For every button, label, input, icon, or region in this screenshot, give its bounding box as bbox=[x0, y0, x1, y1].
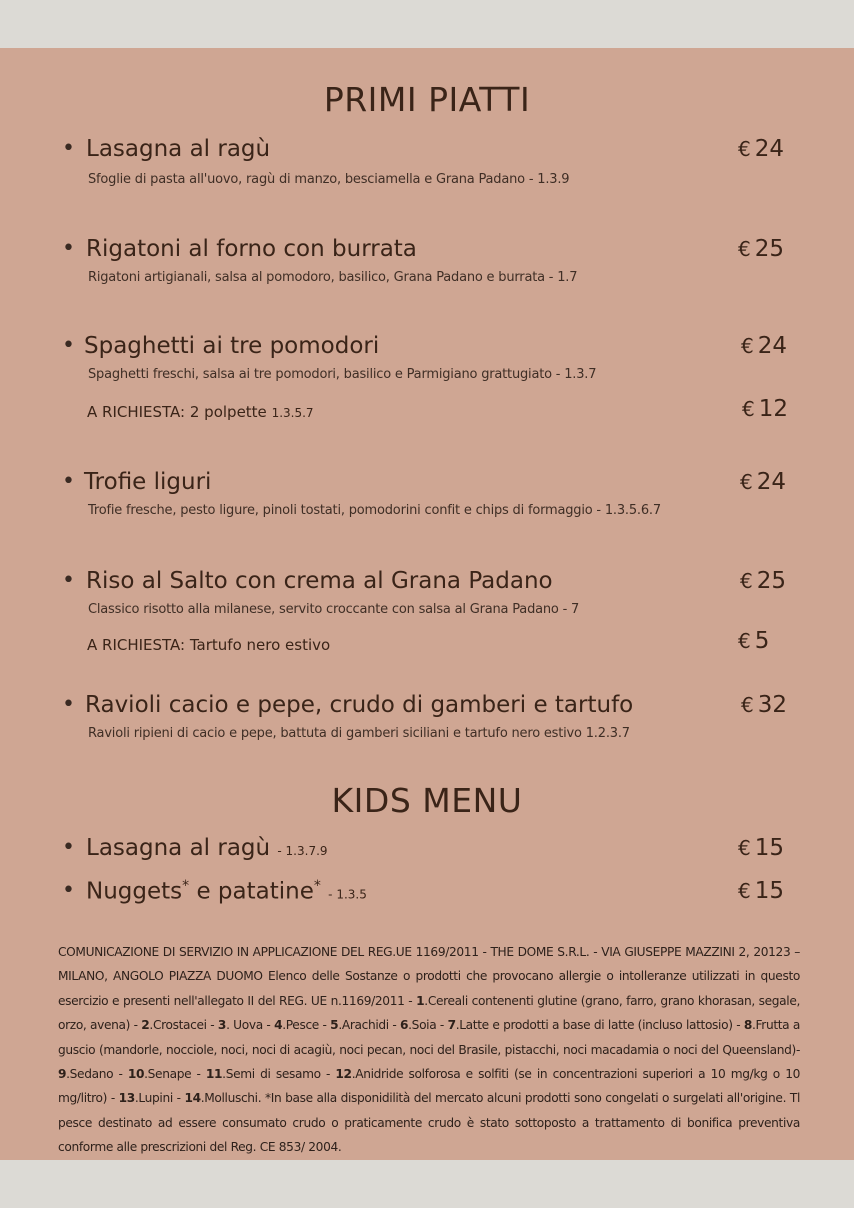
allergen-notice: COMUNICAZIONE DI SERVIZIO IN APPLICAZIONE DEL REG.UE 1169/2011 - THE DOME S.R.L. - VIA GIUSEPPE MAZZINI 2, 20123 – MILANO, ANGOLO PIAZZA DUOMO Elenco delle Sostanze o prodotti che provocano allergie o intolleranze utilizzati in questo esercizio e presenti nell'allegato II del REG. UE n.1169/2011 - 1.Cereali contenenti glutine (grano, farro, grano khorasan, segale, orzo, avena) - 2.Crostacei - 3. Uova - 4.Pesce - 5.Arachidi - 6.Soia - 7.Latte e prodotti a base di latte (incluso lattosio) - 8.Frutta a guscio (mandorle, nocciole, noci, noci di acagiù, noci pecan, noci del Brasile, pistacchi, noci macadamia o noci del Queensland)- 9.Sedano - 10.Senape - 11.Semi di sesamo - 12.Anidride solforosa e solfiti (se in concentrazioni superiori a 10 mg/kg o 10 mg/litro) - 13.Lupini - 14.Molluschi. *In base alla disponidilità del mercato alcuni prodotti sono congelati o surgelati all'origine. Tl pesce destinato ad essere consumato crudo o praticamente crudo è stato sottoposto a trattamento di bonifica preventiva conforme alle prescrizioni del Reg. CE 853/ 2004. bbox=[58, 945, 801, 1155]
currency-symbol: € bbox=[740, 569, 753, 593]
extra-price: € 5 bbox=[738, 628, 770, 654]
currency-symbol: € bbox=[740, 470, 753, 494]
dish-name: Lasagna al ragù - 1.3.7.9 bbox=[86, 835, 328, 861]
dish-price: € 25 bbox=[740, 568, 787, 594]
currency-symbol: € bbox=[741, 693, 754, 717]
bullet-icon bbox=[62, 335, 72, 345]
dish-name: Rigatoni al forno con burrata bbox=[86, 236, 417, 262]
dish-description: Trofie fresche, pesto ligure, pinoli tostati, pomodorini confit e chips di formaggio - 1.3.5.6.7 bbox=[88, 503, 661, 518]
currency-symbol: € bbox=[738, 836, 751, 860]
bullet-icon bbox=[62, 238, 72, 248]
dish-name: Trofie liguri bbox=[84, 469, 212, 495]
currency-symbol: € bbox=[738, 237, 751, 261]
dish-name: Riso al Salto con crema al Grana Padano bbox=[86, 568, 553, 594]
currency-symbol: € bbox=[741, 334, 754, 358]
dish-description: Rigatoni artigianali, salsa al pomodoro, basilico, Grana Padano e burrata - 1.7 bbox=[88, 270, 578, 285]
extra-price: € 12 bbox=[742, 396, 789, 422]
currency-symbol: € bbox=[738, 879, 751, 903]
dish-name: Nuggets* e patatine* - 1.3.5 bbox=[86, 878, 367, 905]
currency-symbol: € bbox=[738, 629, 751, 653]
dish-description: Spaghetti freschi, salsa ai tre pomodori, basilico e Parmigiano grattugiato - 1.3.7 bbox=[88, 367, 597, 382]
bullet-icon bbox=[62, 694, 72, 704]
dish-price: € 24 bbox=[738, 136, 785, 162]
section-title-primi: PRIMI PIATTI bbox=[323, 80, 531, 119]
currency-symbol: € bbox=[742, 397, 755, 421]
dish-name: Spaghetti ai tre pomodori bbox=[84, 333, 380, 359]
dish-price: € 24 bbox=[740, 469, 787, 495]
dish-price: € 25 bbox=[738, 236, 785, 262]
dish-extra-option: A RICHIESTA: Tartufo nero estivo bbox=[87, 636, 331, 654]
bullet-icon bbox=[62, 570, 72, 580]
dish-price: € 32 bbox=[741, 692, 788, 718]
bullet-icon bbox=[62, 837, 72, 847]
dish-name: Ravioli cacio e pepe, crudo di gamberi e tartufo bbox=[85, 692, 634, 718]
dish-extra-option: A RICHIESTA: 2 polpette 1.3.5.7 bbox=[87, 403, 314, 421]
dish-name: Lasagna al ragù bbox=[86, 136, 271, 162]
dish-price: € 24 bbox=[741, 333, 788, 359]
bullet-icon bbox=[62, 138, 72, 148]
dish-description: Classico risotto alla milanese, servito croccante con salsa al Grana Padano - 7 bbox=[88, 602, 580, 617]
dish-price: € 15 bbox=[738, 835, 785, 861]
bullet-icon bbox=[62, 471, 72, 481]
section-title-kids: KIDS MENU bbox=[331, 781, 523, 820]
currency-symbol: € bbox=[738, 137, 751, 161]
bullet-icon bbox=[62, 880, 72, 890]
dish-description: Sfoglie di pasta all'uovo, ragù di manzo, besciamella e Grana Padano - 1.3.9 bbox=[88, 172, 570, 187]
dish-price: € 15 bbox=[738, 878, 785, 904]
dish-description: Ravioli ripieni di cacio e pepe, battuta di gamberi siciliani e tartufo nero estivo 1.2.3.7 bbox=[88, 726, 630, 741]
